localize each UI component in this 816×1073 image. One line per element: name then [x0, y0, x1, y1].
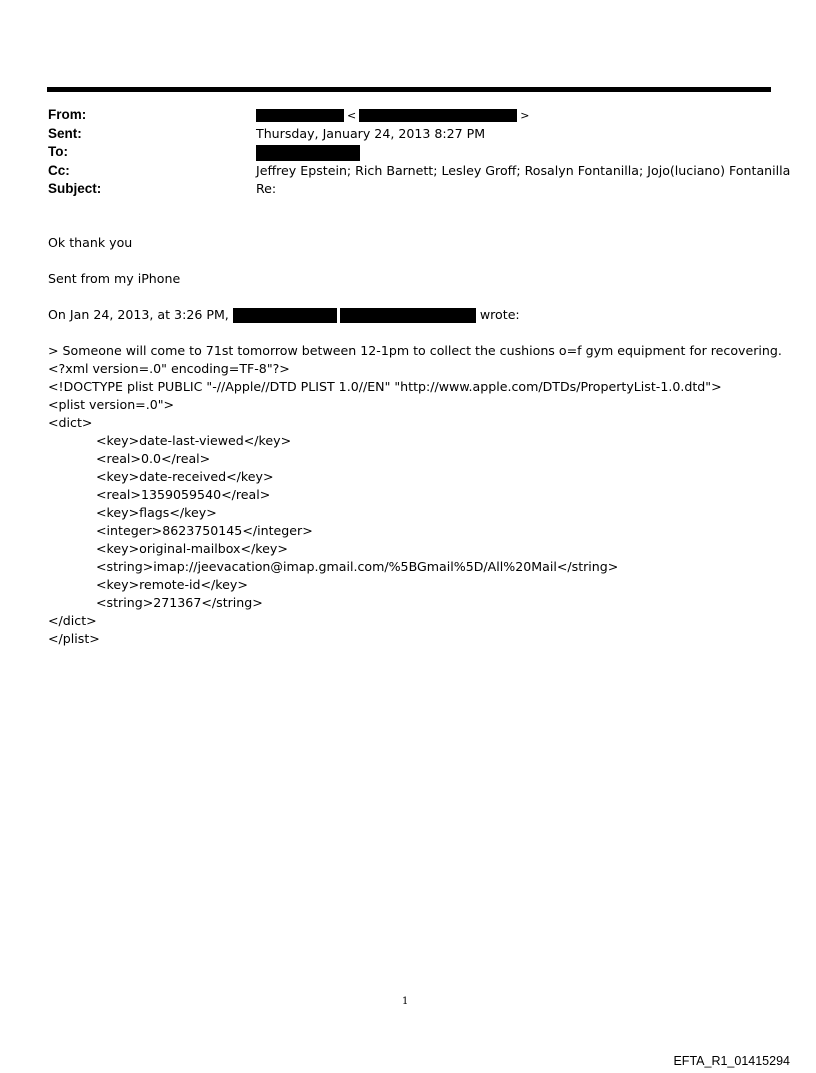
code-line: <string>271367</string>	[96, 595, 263, 610]
redaction-box	[256, 109, 344, 122]
code-line: <plist version=.0">	[48, 397, 175, 412]
email-body	[48, 234, 788, 648]
cc-value: Jeffrey Epstein; Rich Barnett; Lesley Groff; Rosalyn Fontanilla; Jojo(luciano) Fontanilla	[256, 162, 791, 178]
code-line: <key>date-received</key>	[96, 469, 274, 484]
email-header	[48, 106, 791, 199]
header-divider	[47, 87, 771, 92]
from-open-bracket: <	[347, 108, 357, 122]
cc-row	[48, 162, 791, 181]
code-line: <key>original-mailbox</key>	[96, 541, 288, 556]
signature: Sent from my iPhone	[48, 271, 181, 286]
quoted-message: > Someone will come to 71st tomorrow between 12-1pm to collect the cushions o=f gym equipment for recovering.	[48, 343, 782, 358]
redaction-box	[233, 308, 337, 323]
code-line: </plist>	[48, 631, 100, 646]
code-line: <?xml version=.0" encoding=TF-8"?>	[48, 361, 290, 376]
to-value	[256, 143, 360, 162]
quote-intro-suffix: wrote:	[479, 307, 520, 322]
code-line: <key>remote-id</key>	[96, 577, 248, 592]
code-line: <real>0.0</real>	[96, 451, 211, 466]
code-line: <!DOCTYPE plist PUBLIC "-//Apple//DTD PLIST 1.0//EN" "http://www.apple.com/DTDs/PropertyList-1.0.dtd">	[48, 379, 722, 394]
from-value	[256, 106, 529, 125]
from-row	[48, 106, 772, 125]
page-number: 1	[402, 996, 409, 1007]
redaction-box	[359, 109, 517, 122]
subject-value: Re:	[256, 181, 277, 196]
subject-label: Subject:	[48, 181, 102, 196]
code-line: <key>date-last-viewed</key>	[96, 433, 292, 448]
to-row	[48, 143, 772, 162]
from-close-bracket: >	[520, 108, 530, 122]
code-line: <string>imap://jeevacation@imap.gmail.com/%5BGmail%5D/All%20Mail</string>	[96, 559, 619, 574]
reply-text: Ok thank you	[48, 235, 133, 250]
cc-label: Cc:	[48, 162, 70, 178]
code-line: <integer>8623750145</integer>	[96, 523, 313, 538]
code-line: <real>1359059540</real>	[96, 487, 271, 502]
plist-code-block	[48, 360, 788, 648]
to-label: To:	[48, 144, 68, 159]
quote-intro-prefix: On Jan 24, 2013, at 3:26 PM,	[48, 307, 229, 322]
quote-intro	[48, 306, 788, 324]
sent-row	[48, 125, 772, 144]
code-line: </dict>	[48, 613, 97, 628]
code-line: <dict>	[48, 415, 93, 430]
from-label: From:	[48, 107, 87, 122]
redaction-box	[340, 308, 476, 323]
sent-label: Sent:	[48, 125, 82, 141]
redaction-box	[256, 145, 360, 161]
subject-row	[48, 180, 772, 199]
sent-value: Thursday, January 24, 2013 8:27 PM	[256, 125, 486, 141]
code-line: <key>flags</key>	[96, 505, 217, 520]
document-id: EFTA_R1_01415294	[673, 1054, 790, 1068]
